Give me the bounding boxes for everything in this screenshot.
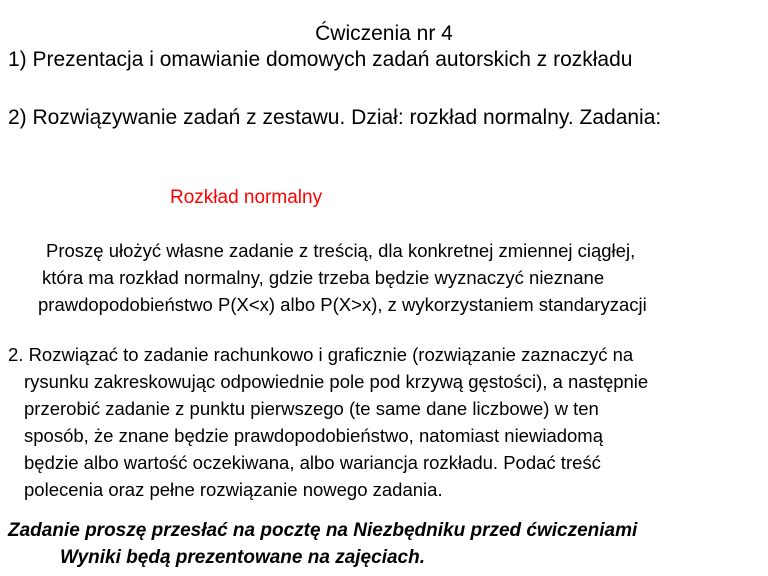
footer-line-1: Zadanie proszę przesłać na pocztę na Niezbędniku przed ćwiczeniami: [8, 520, 638, 541]
slide-title: Ćwiczenia nr 4: [315, 22, 453, 45]
task2-line-3: przerobić zadanie z punktu pierwszego (te same dane liczbowe) w ten: [24, 398, 599, 419]
task2-paragraph: [8, 341, 648, 503]
section-heading: Rozkład normalny: [170, 187, 323, 208]
task1-line-2: która ma rozkład normalny, gdzie trzeba będzie wyznaczyć nieznane: [42, 267, 605, 288]
task2-line-4: sposób, że znane będzie prawdopodobieństwo, natomiast niewiadomą: [24, 425, 604, 446]
agenda-item-1: 1) Prezentacja i omawianie domowych zadań autorskich z rozkładu: [8, 48, 633, 71]
task1-line-1: Proszę ułożyć własne zadanie z treścią, dla konkretnej zmiennej ciągłej,: [46, 240, 636, 261]
footer-line-2: Wyniki będą prezentowane na zajęciach.: [60, 547, 425, 568]
task2-line-1: 2. Rozwiązać to zadanie rachunkowo i graficznie (rozwiązanie zaznaczyć na: [8, 344, 634, 365]
footer-note: [8, 517, 637, 571]
task2-line-5: będzie albo wartość oczekiwana, albo wariancja rozkładu. Podać treść: [24, 452, 601, 473]
task2-line-6: polecenia oraz pełne rozwiązanie nowego zadania.: [24, 479, 443, 500]
task2-line-2: rysunku zakreskowując odpowiednie pole pod krzywą gęstości), a następnie: [24, 371, 649, 392]
agenda-item-2: 2) Rozwiązywanie zadań z zestawu. Dział: rozkład normalny. Zadania:: [8, 106, 662, 129]
task1-line-3: prawdopodobieństwo P(X<x) albo P(X>x), z wykorzystaniem standaryzacji: [38, 294, 647, 315]
